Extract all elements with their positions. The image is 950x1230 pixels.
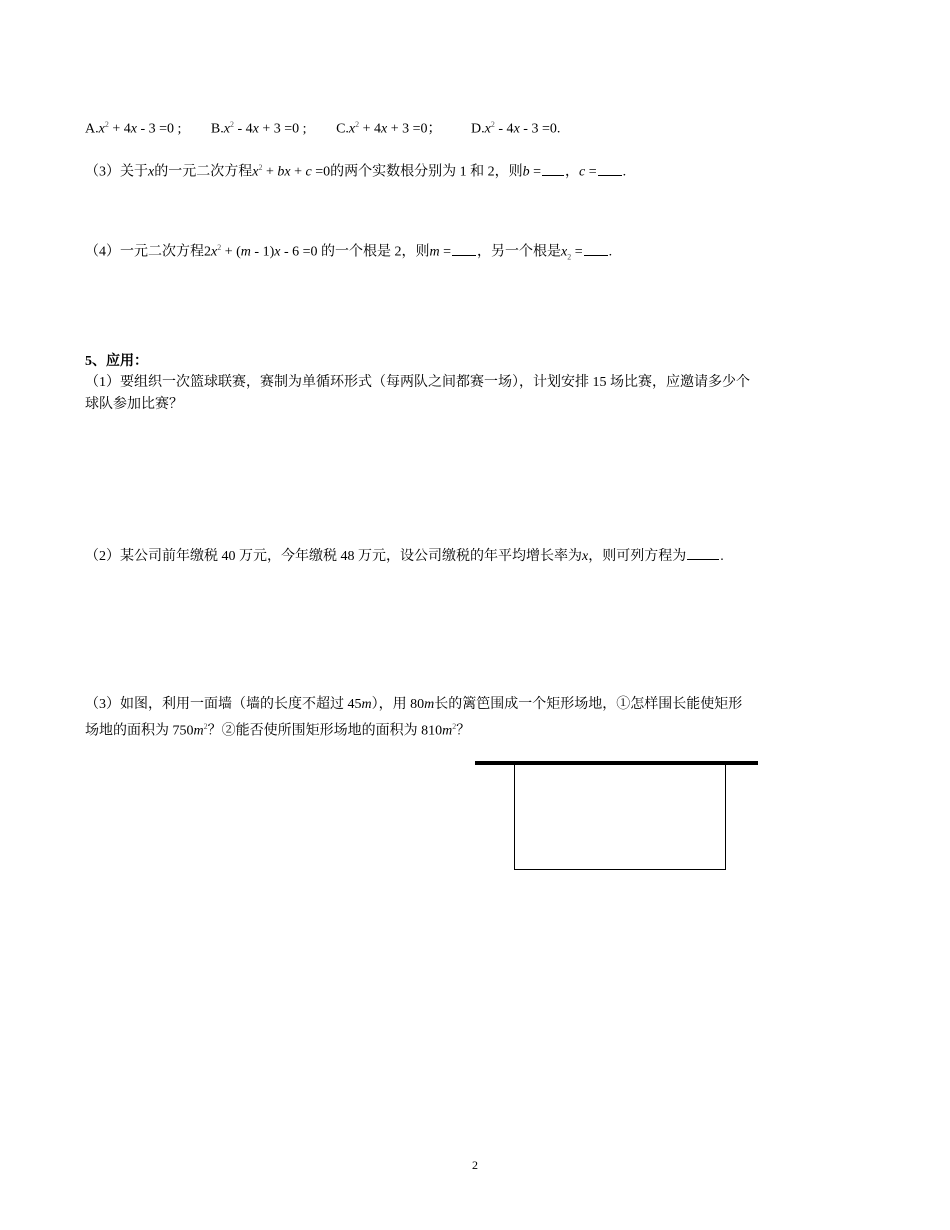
option-d: $D.x^2 - 4x - 3 =0$.: [471, 120, 561, 137]
answer-options: [85, 115, 586, 140]
question-3: （3）关于x的一元二次方程$x^2$ + bx + c =0的两个实数根分别为 1 和 2，则b = ，c = .: [85, 158, 626, 183]
answer-blank-x2[interactable]: [584, 241, 608, 256]
question-4: （4）一元二次方程$2x^2 + (m - 1)x - 6 =0$ 的一个根是 2，则m = ，另一个根是$x_2$ = .: [85, 238, 612, 267]
problem-2: （2）某公司前年缴税 40 万元，今年缴税 48 万元，设公司缴税的年平均增长率为x，则可列方程为 .: [85, 545, 724, 567]
answer-blank-b[interactable]: [542, 161, 564, 176]
option-b: $B.x^2 - 4x + 3 =0$ ;: [210, 120, 307, 137]
answer-blank-m[interactable]: [452, 241, 476, 256]
page-number: 2: [472, 1158, 478, 1172]
option-c: $C.x^2 + 4x + 3 =0$；: [336, 120, 442, 137]
fence-rectangle: [514, 764, 726, 870]
problem-3-line-2: 场地的面积为 $750m^2$？②能否使所围矩形场地的面积为 $810m^2$？: [85, 722, 471, 739]
problem-3-line-1: （3）如图，利用一面墙（墙的长度不超过 45m），用 80m长的篱笆围成一个矩形场地，①怎样围长能使矩形: [85, 697, 743, 712]
problem-1-line-2: 球队参加比赛？: [85, 397, 183, 412]
option-a: $A.x^2 + 4x - 3 =0$ ;: [85, 120, 182, 137]
answer-blank-equation[interactable]: [687, 545, 719, 560]
section-5-heading: 5、应用：: [85, 354, 148, 369]
answer-blank-c[interactable]: [598, 161, 622, 176]
problem-1-line-1: （1）要组织一次篮球联赛，赛制为单循环形式（每两队之间都赛一场），计划安排 15 场比赛，应邀请多少个: [85, 375, 750, 390]
